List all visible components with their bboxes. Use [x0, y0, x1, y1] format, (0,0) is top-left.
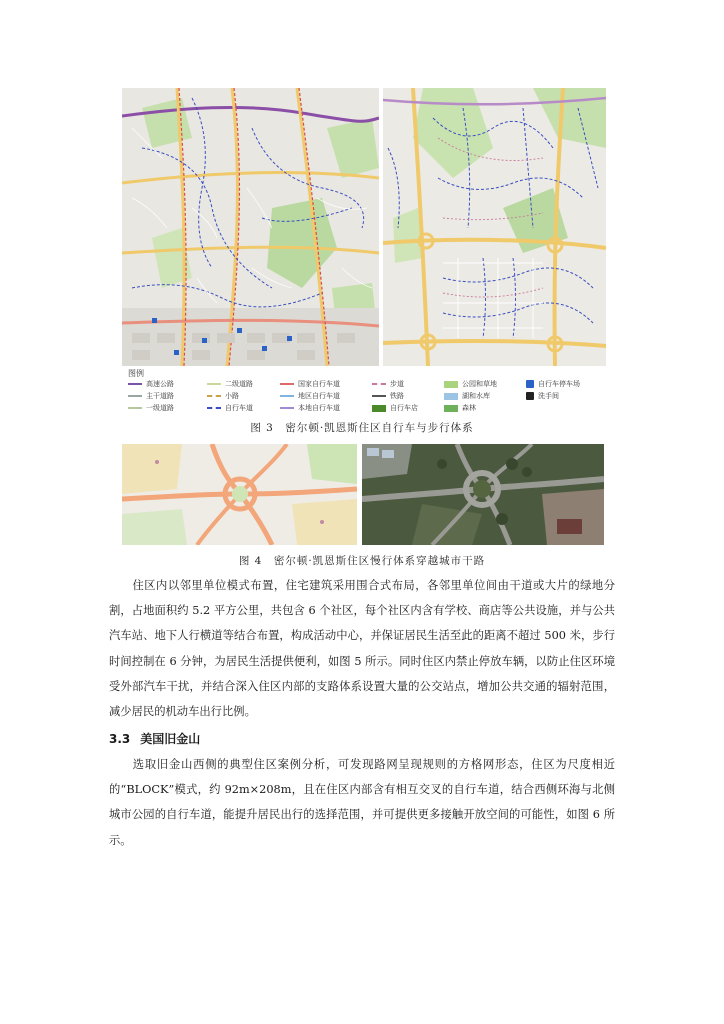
section-title: 美国旧金山	[140, 732, 201, 746]
legend-swatch	[207, 383, 221, 385]
legend-item: 地区自行车道	[280, 391, 340, 401]
legend-item: 主干道路	[128, 391, 174, 401]
figure3-map-left	[122, 88, 379, 366]
legend-swatch	[207, 407, 221, 409]
section-heading	[109, 730, 200, 747]
body-paragraph: 选取旧金山西侧的典型住区案例分析，可发现路网呈现规则的方格网形态，住区为尺度相近的“BLOCK”模式，约 92m×208m，且在住区内部含有相互交叉的自行车道，结合西侧环海与北侧城市公园的自行车道，能提升居民出行的选择范围，并可提供更多接触开放空间的可能性，如图 6 所示。	[109, 758, 615, 847]
figure3-map-right	[383, 88, 606, 366]
toilet-icon	[526, 392, 534, 400]
legend-swatch	[372, 405, 386, 412]
legend-item: 洗手间	[526, 391, 559, 401]
legend-item: 自行车道	[207, 403, 253, 413]
legend-swatch	[207, 395, 221, 397]
figure3-legend	[122, 366, 606, 416]
figure3-caption: 图 3 密尔顿·凯恩斯住区自行车与步行体系	[250, 422, 474, 434]
section-number: 3.3	[109, 732, 131, 746]
legend-item: 步道	[372, 379, 404, 389]
bicycle-parking-icon	[526, 380, 534, 388]
legend-swatch	[128, 395, 142, 397]
legend-swatch	[280, 395, 294, 397]
legend-item: 本地自行车道	[280, 403, 340, 413]
legend-swatch	[280, 407, 294, 409]
legend-swatch	[280, 383, 294, 385]
legend-item: 公园和草地	[444, 379, 497, 389]
legend-swatch	[444, 393, 458, 400]
legend-swatch	[128, 383, 142, 385]
body-paragraph: 住区内以邻里单位模式布置，住宅建筑采用围合式布局，各邻里单位间由干道或大片的绿地分割，占地面积约 5.2 平方公里，共包含 6 个社区，每个社区内含有学校、商店等公共设施，并与公共汽车站、地下人行横道等结合布置，构成活动中心，并保证居民生活至此的距离不超过 500 米，步行时间控制在 6 分钟，为居民生活提供便利，如图 5 所示。同时住区内禁止停放车辆，以防止住区环境受外部汽车干扰，并结合深入住区内部的支路体系设置大量的公交站点，增加公共交通的辐射范围，减少居民的机动车出行比例。	[109, 579, 615, 719]
figure4-satellite	[362, 444, 604, 545]
legend-swatch	[372, 383, 386, 385]
legend-title: 图例	[128, 369, 144, 378]
legend-item: 二级道路	[207, 379, 253, 389]
figure4-map-left	[122, 444, 357, 545]
legend-item: 铁路	[372, 391, 404, 401]
legend-item: 湖和水库	[444, 391, 490, 401]
legend-item: 一级道路	[128, 403, 174, 413]
legend-item: 高速公路	[128, 379, 174, 389]
figure4-caption: 图 4 密尔顿·凯恩斯住区慢行体系穿越城市干路	[238, 555, 486, 567]
legend-swatch	[444, 405, 458, 412]
legend-swatch	[128, 407, 142, 409]
legend-item: 小路	[207, 391, 239, 401]
legend-item: 自行车店	[372, 403, 418, 413]
legend-item: 森林	[444, 403, 476, 413]
legend-item: 国家自行车道	[280, 379, 340, 389]
legend-item: 自行车停车场	[526, 379, 580, 389]
legend-swatch	[444, 381, 458, 388]
legend-swatch	[372, 395, 386, 397]
